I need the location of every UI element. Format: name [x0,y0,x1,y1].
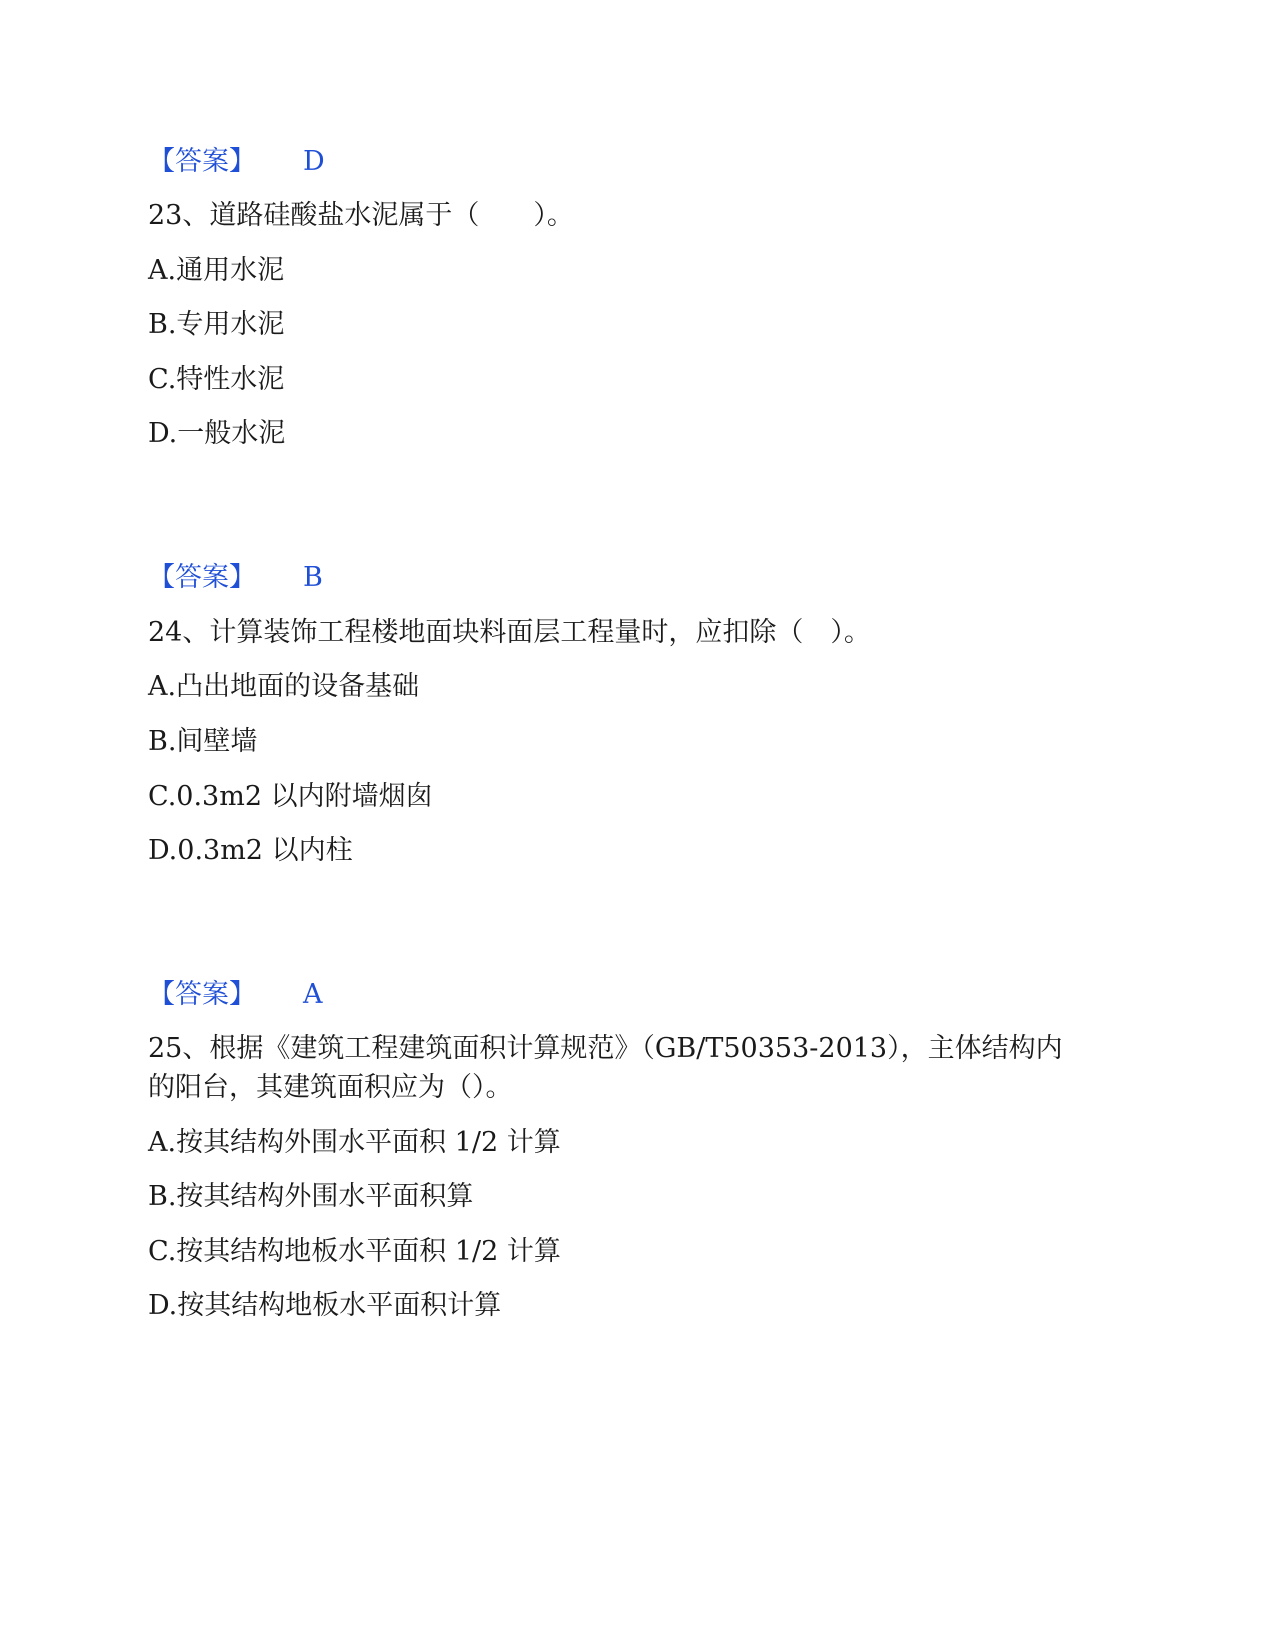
option-23-a: A.通用水泥 [148,255,285,286]
question-23: 23、道路硅酸盐水泥属于（ ）。 [148,200,574,231]
answer-label: 【答案】 [148,146,256,177]
answer-line-22 [148,145,548,179]
option-25-c: C.按其结构地板水平面积 1/2 计算 [148,1236,561,1267]
answer-value: D [303,146,325,177]
option-25-b: B.按其结构外围水平面积算 [148,1181,474,1212]
option-24-c: C.0.3m2 以内附墙烟囱 [148,781,433,812]
option-24-d: D.0.3m2 以内柱 [148,835,353,866]
question-25-line-1: 25、根据《建筑工程建筑面积计算规范》（GB/T50353-2013），主体结构内 [148,1033,1063,1064]
question-24: 24、计算装饰工程楼地面块料面层工程量时，应扣除（ ）。 [148,617,871,648]
option-25-d: D.按其结构地板水平面积计算 [148,1290,502,1321]
answer-label: 【答案】 [148,979,256,1010]
option-24-b: B.间壁墙 [148,726,258,757]
answer-value: A [303,979,323,1010]
option-23-c: C.特性水泥 [148,364,285,395]
answer-label: 【答案】 [148,562,256,593]
option-24-a: A.凸出地面的设备基础 [148,671,420,702]
answer-line-23 [148,561,548,595]
option-25-a: A.按其结构外围水平面积 1/2 计算 [148,1127,561,1158]
option-23-b: B.专用水泥 [148,309,285,340]
question-25-line-2: 的阳台，其建筑面积应为（）。 [148,1072,513,1103]
option-23-d: D.一般水泥 [148,418,286,449]
answer-line-24 [148,978,548,1012]
answer-value: B [303,562,323,593]
